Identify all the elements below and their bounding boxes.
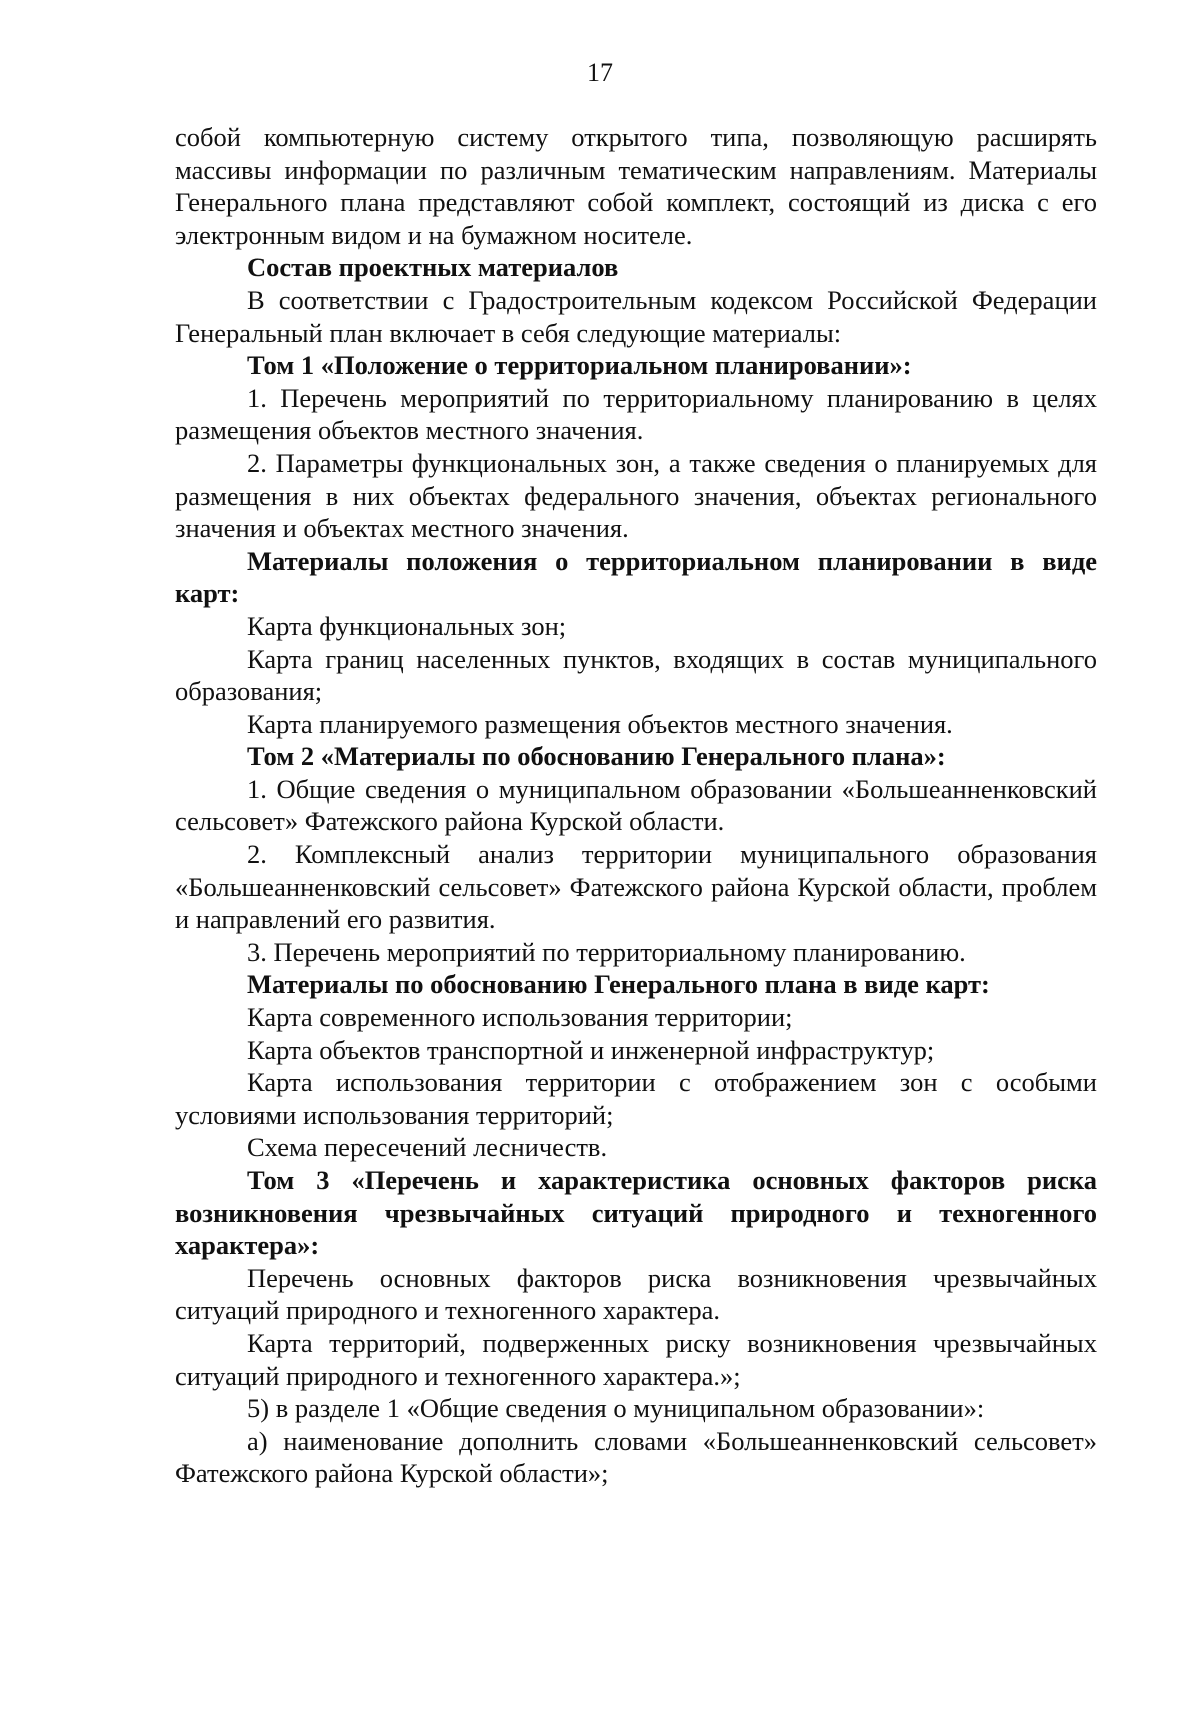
- heading-project-materials: Состав проектных материалов: [247, 252, 619, 283]
- paragraph-materials-list-intro: В соответствии с Градостроительным кодексом Российской Федерации Генеральный план включает в себя следующие материалы:: [175, 284, 1097, 348]
- map-item-infrastructure: Карта объектов транспортной и инженерной инфраструктур;: [247, 1034, 935, 1065]
- page-number: 17: [587, 58, 613, 87]
- list-item-volume-3-risk-factors: Перечень основных факторов риска возникновения чрезвычайных ситуаций природного и техногенного характера.: [175, 1262, 1097, 1326]
- heading-volume-2-maps: Материалы по обоснованию Генерального плана в виде карт:: [247, 969, 990, 1000]
- paragraph-name-amendment: а) наименование дополнить словами «Большеанненковский сельсовет» Фатежского района Курской области»;: [175, 1425, 1097, 1489]
- map-item-forestry-scheme: Схема пересечений лесничеств.: [247, 1132, 608, 1163]
- map-item-current-use: Карта современного использования территории;: [247, 1002, 793, 1033]
- map-item-functional-zones: Карта функциональных зон;: [247, 610, 567, 641]
- list-item-volume-2-2: 2. Комплексный анализ территории муниципального образования «Большеанненковский сельсовет» Фатежского района Курской области, проблем и направлений его развития.: [175, 839, 1097, 935]
- list-item-volume-1-2: 2. Параметры функциональных зон, а также сведения о планируемых для размещения в них объектах федерального значения, объектах регионального значения и объектах местного значения.: [175, 447, 1097, 544]
- heading-volume-1-maps: Материалы положения о территориальном планировании в виде карт:: [175, 545, 1097, 609]
- heading-volume-1: Том 1 «Положение о территориальном планировании»:: [247, 350, 912, 381]
- list-item-volume-2-1: 1. Общие сведения о муниципальном образовании «Большеанненковский сельсовет» Фатежского района Курской области.: [175, 773, 1097, 837]
- list-item-volume-1-1: 1. Перечень мероприятий по территориальному планированию в целях размещения объектов местного значения.: [175, 382, 1097, 446]
- heading-volume-2: Том 2 «Материалы по обоснованию Генерального плана»:: [247, 741, 946, 772]
- list-item-volume-2-3: 3. Перечень мероприятий по территориальному планированию.: [247, 936, 966, 967]
- paragraph-section-1-amendment: 5) в разделе 1 «Общие сведения о муниципальном образовании»:: [247, 1393, 985, 1424]
- map-item-special-zones: Карта использования территории с отображением зон с особыми условиями использования территорий;: [175, 1067, 1097, 1130]
- heading-volume-3: Том 3 «Перечень и характеристика основных факторов риска возникновения чрезвычайных ситуаций природного и техногенного характера»:: [175, 1165, 1097, 1261]
- map-item-local-objects: Карта планируемого размещения объектов местного значения.: [247, 708, 953, 739]
- map-item-risk-territories: Карта территорий, подверженных риску возникновения чрезвычайных ситуаций природного и техногенного характера.»;: [175, 1327, 1097, 1391]
- paragraph-intro-continuation: собой компьютерную систему открытого типа, позволяющую расширять массивы информации по различным тематическим направлениям. Материалы Генерального плана представляют собой комплект, состоящий из диска с его электронным видом и на бумажном носителе.: [175, 122, 1097, 250]
- map-item-settlement-borders: Карта границ населенных пунктов, входящих в состав муниципального образования;: [175, 643, 1097, 707]
- document-body: [175, 121, 1097, 1490]
